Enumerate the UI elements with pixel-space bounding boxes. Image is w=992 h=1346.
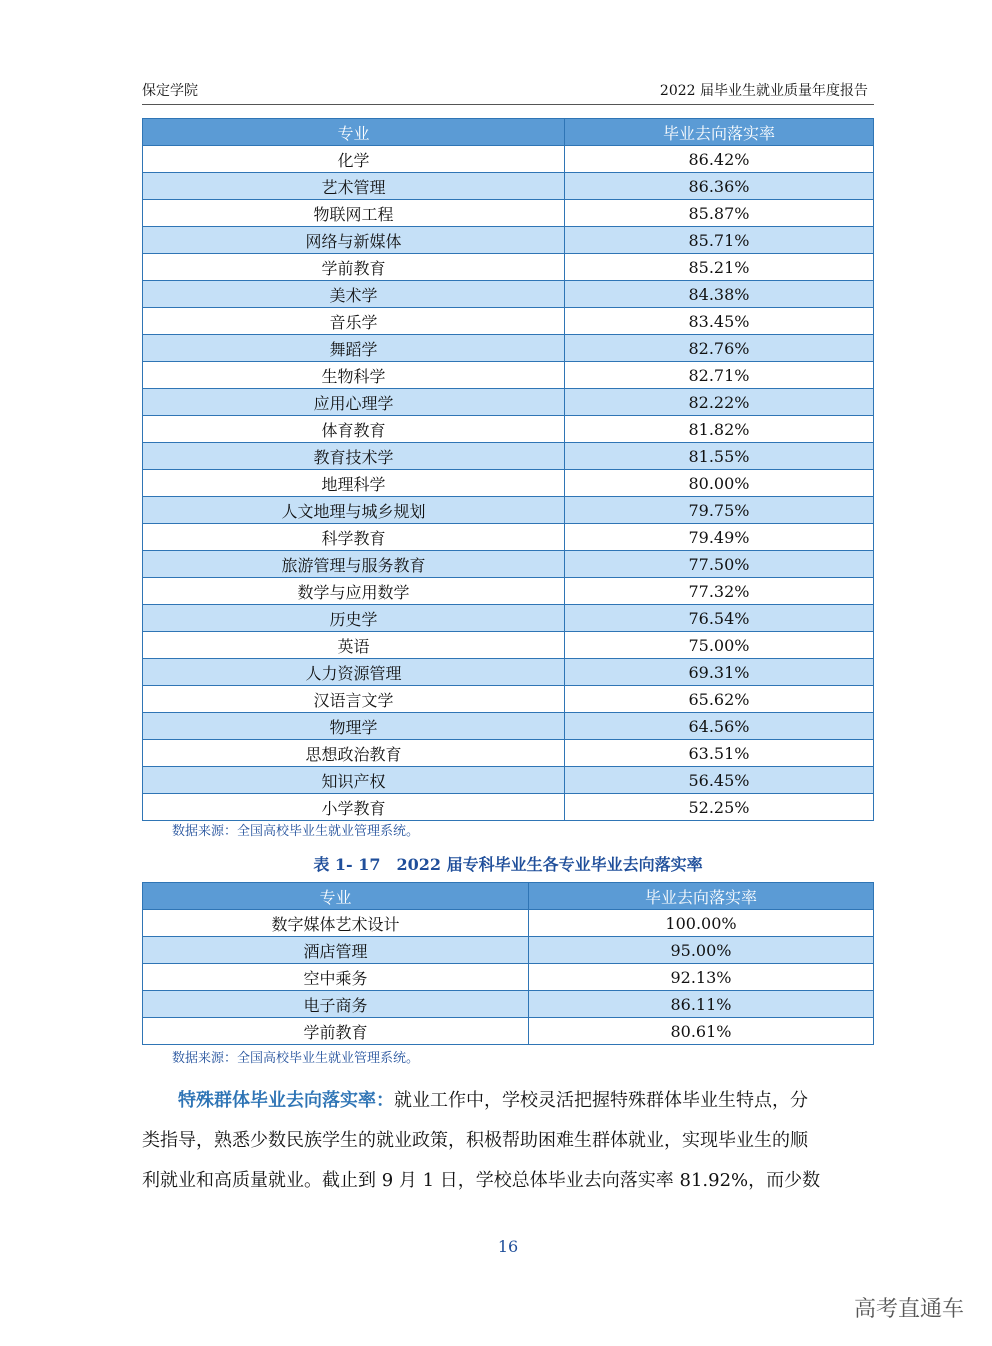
table-row bbox=[143, 497, 874, 524]
major-name-cell: 网络与新媒体 bbox=[143, 227, 565, 254]
table-row bbox=[143, 794, 874, 821]
major-name-cell: 电子商务 bbox=[143, 991, 529, 1018]
column-header-rate: 毕业去向落实率 bbox=[565, 119, 874, 146]
table-row bbox=[143, 200, 874, 227]
table-row bbox=[143, 335, 874, 362]
table-row bbox=[143, 964, 874, 991]
table2-source-note: 数据来源：全国高校毕业生就业管理系统。 bbox=[172, 1051, 420, 1066]
paragraph-line: 类指导，熟悉少数民族学生的就业政策，积极帮助困难生群体就业，实现毕业生的顺 bbox=[142, 1130, 808, 1151]
placement-rate-cell: 84.38% bbox=[565, 281, 874, 308]
undergrad-major-rate-table bbox=[142, 118, 874, 821]
watermark-text: 高考直通车 bbox=[853, 1297, 964, 1322]
placement-rate-cell: 79.49% bbox=[565, 524, 874, 551]
major-name-cell: 化学 bbox=[143, 146, 565, 173]
table-row bbox=[143, 713, 874, 740]
major-name-cell: 物理学 bbox=[143, 713, 565, 740]
table-row bbox=[143, 227, 874, 254]
major-name-cell: 数学与应用数学 bbox=[143, 578, 565, 605]
table-row bbox=[143, 443, 874, 470]
placement-rate-cell: 82.22% bbox=[565, 389, 874, 416]
table-row bbox=[143, 740, 874, 767]
table-row bbox=[143, 937, 874, 964]
paragraph-line bbox=[142, 1081, 875, 1121]
table-row bbox=[143, 578, 874, 605]
major-name-cell: 英语 bbox=[143, 632, 565, 659]
table-row bbox=[143, 1018, 874, 1045]
placement-rate-cell: 56.45% bbox=[565, 767, 874, 794]
placement-rate-cell: 95.00% bbox=[529, 937, 874, 964]
placement-rate-cell: 86.11% bbox=[529, 991, 874, 1018]
major-name-cell: 汉语言文学 bbox=[143, 686, 565, 713]
major-name-cell: 美术学 bbox=[143, 281, 565, 308]
placement-rate-cell: 76.54% bbox=[565, 605, 874, 632]
column-header-major: 专业 bbox=[143, 119, 565, 146]
major-name-cell: 学前教育 bbox=[143, 254, 565, 281]
major-name-cell: 教育技术学 bbox=[143, 443, 565, 470]
placement-rate-cell: 82.71% bbox=[565, 362, 874, 389]
table2-caption: 表 1- 17 2022 届专科毕业生各专业毕业去向落实率 bbox=[313, 855, 703, 874]
table-row bbox=[143, 146, 874, 173]
table-row bbox=[143, 416, 874, 443]
major-name-cell: 历史学 bbox=[143, 605, 565, 632]
placement-rate-cell: 79.75% bbox=[565, 497, 874, 524]
placement-rate-cell: 69.31% bbox=[565, 659, 874, 686]
table-row bbox=[143, 632, 874, 659]
table-row bbox=[143, 362, 874, 389]
table-row bbox=[143, 659, 874, 686]
table-row bbox=[143, 605, 874, 632]
major-name-cell: 小学教育 bbox=[143, 794, 565, 821]
college-major-rate-table bbox=[142, 882, 874, 1045]
major-name-cell: 舞蹈学 bbox=[143, 335, 565, 362]
column-header-rate: 毕业去向落实率 bbox=[529, 883, 874, 910]
paragraph-line-1-text: 就业工作中，学校灵活把握特殊群体毕业生特点，分 bbox=[394, 1090, 808, 1111]
table-row bbox=[143, 767, 874, 794]
table-row bbox=[143, 389, 874, 416]
page-number: 16 bbox=[497, 1237, 519, 1256]
table-row bbox=[143, 551, 874, 578]
major-name-cell: 酒店管理 bbox=[143, 937, 529, 964]
placement-rate-cell: 85.21% bbox=[565, 254, 874, 281]
header-divider bbox=[142, 104, 874, 105]
placement-rate-cell: 82.76% bbox=[565, 335, 874, 362]
column-header-major: 专业 bbox=[143, 883, 529, 910]
table-row bbox=[143, 254, 874, 281]
header-report-title: 2022 届毕业生就业质量年度报告 bbox=[659, 83, 868, 99]
major-name-cell: 人力资源管理 bbox=[143, 659, 565, 686]
major-name-cell: 知识产权 bbox=[143, 767, 565, 794]
table-header-row bbox=[143, 883, 874, 910]
major-name-cell: 学前教育 bbox=[143, 1018, 529, 1045]
major-name-cell: 体育教育 bbox=[143, 416, 565, 443]
major-name-cell: 思想政治教育 bbox=[143, 740, 565, 767]
table-row bbox=[143, 470, 874, 497]
major-name-cell: 空中乘务 bbox=[143, 964, 529, 991]
table-row bbox=[143, 524, 874, 551]
placement-rate-cell: 83.45% bbox=[565, 308, 874, 335]
placement-rate-cell: 80.61% bbox=[529, 1018, 874, 1045]
placement-rate-cell: 75.00% bbox=[565, 632, 874, 659]
placement-rate-cell: 80.00% bbox=[565, 470, 874, 497]
placement-rate-cell: 85.87% bbox=[565, 200, 874, 227]
placement-rate-cell: 86.42% bbox=[565, 146, 874, 173]
placement-rate-cell: 92.13% bbox=[529, 964, 874, 991]
table1-source-note: 数据来源：全国高校毕业生就业管理系统。 bbox=[172, 824, 420, 839]
table-row bbox=[143, 173, 874, 200]
placement-rate-cell: 100.00% bbox=[529, 910, 874, 937]
major-name-cell: 数字媒体艺术设计 bbox=[143, 910, 529, 937]
placement-rate-cell: 77.50% bbox=[565, 551, 874, 578]
special-group-paragraph bbox=[142, 1081, 875, 1201]
major-name-cell: 应用心理学 bbox=[143, 389, 565, 416]
major-name-cell: 生物科学 bbox=[143, 362, 565, 389]
placement-rate-cell: 52.25% bbox=[565, 794, 874, 821]
placement-rate-cell: 81.55% bbox=[565, 443, 874, 470]
table-row bbox=[143, 281, 874, 308]
header-institution: 保定学院 bbox=[142, 83, 198, 99]
placement-rate-cell: 86.36% bbox=[565, 173, 874, 200]
placement-rate-cell: 77.32% bbox=[565, 578, 874, 605]
major-name-cell: 科学教育 bbox=[143, 524, 565, 551]
table-row bbox=[143, 991, 874, 1018]
placement-rate-cell: 63.51% bbox=[565, 740, 874, 767]
placement-rate-cell: 81.82% bbox=[565, 416, 874, 443]
placement-rate-cell: 64.56% bbox=[565, 713, 874, 740]
major-name-cell: 地理科学 bbox=[143, 470, 565, 497]
table-row bbox=[143, 686, 874, 713]
table-header-row bbox=[143, 119, 874, 146]
paragraph-line: 利就业和高质量就业。截止到 9 月 1 日，学校总体毕业去向落实率 81.92%，而少数 bbox=[142, 1170, 821, 1191]
table-row bbox=[143, 308, 874, 335]
major-name-cell: 物联网工程 bbox=[143, 200, 565, 227]
placement-rate-cell: 85.71% bbox=[565, 227, 874, 254]
table-row bbox=[143, 910, 874, 937]
major-name-cell: 旅游管理与服务教育 bbox=[143, 551, 565, 578]
major-name-cell: 人文地理与城乡规划 bbox=[143, 497, 565, 524]
placement-rate-cell: 65.62% bbox=[565, 686, 874, 713]
major-name-cell: 音乐学 bbox=[143, 308, 565, 335]
paragraph-lead: 特殊群体毕业去向落实率： bbox=[178, 1090, 394, 1111]
major-name-cell: 艺术管理 bbox=[143, 173, 565, 200]
